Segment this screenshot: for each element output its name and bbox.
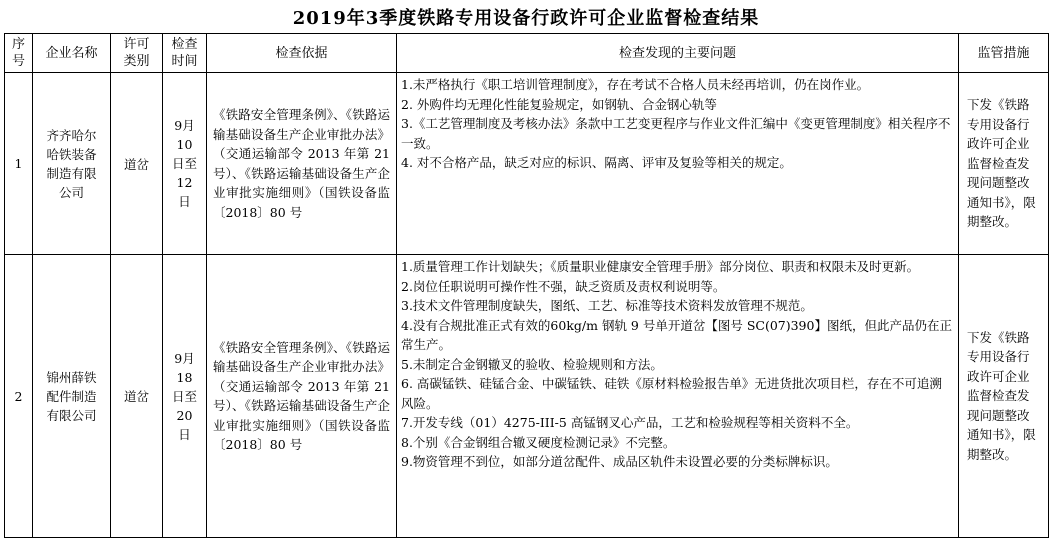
issue-item: 7.开发专线（01）4275-III-5 高锰钢叉心产品，工艺和检验规程等相关资料不全。 (401, 415, 859, 430)
row-basis: 《铁路安全管理条例》、《铁路运输基础设备生产企业审批办法》（交通运输部令 2013 年第 21 号）、《铁路运输基础设备生产企业审批实施细则》（国铁设备监〔2018〕80 号 (207, 73, 397, 255)
table-row (5, 73, 1049, 255)
issue-item: 1.质量管理工作计划缺失；《质量职业健康安全管理手册》部分岗位、职责和权限未及时更新。 (401, 259, 920, 274)
issue-item: 4.没有合规批准正式有效的60kg/m 钢轨 9 号单开道岔【图号 SC(07)390】图纸，但此产品仍在正常生产。 (401, 317, 952, 352)
page-title: 2019年3季度铁路专用设备行政许可企业监督检查结果 (292, 8, 760, 29)
issue-item: 2. 外购件均无理化性能复验规定，如钢轨、合金钢心轨等 (401, 96, 717, 112)
row-type: 道岔 (111, 255, 163, 538)
issue-item: 2.岗位任职说明可操作性不强，缺乏资质及责权利说明等。 (401, 278, 726, 294)
row-no: 1 (5, 73, 33, 255)
header-company: 企业名称 (33, 34, 111, 73)
row-issues (397, 73, 959, 255)
row-measures: 下发《铁路专用设备行政许可企业监督检查发现问题整改通知书》，限期整改。 (959, 255, 1049, 538)
header-basis: 检查依据 (207, 34, 397, 73)
row-time: 9月10日至12日 (163, 73, 207, 255)
header-no: 序号 (5, 34, 33, 73)
row-issues (397, 255, 959, 538)
row-basis: 《铁路安全管理条例》、《铁路运输基础设备生产企业审批办法》（交通运输部令 2013 年第 21 号）、《铁路运输基础设备生产企业审批实施细则》（国铁设备监〔2018〕80 号 (207, 255, 397, 538)
row-company: 齐齐哈尔哈铁装备制造有限公司 (33, 73, 111, 255)
row-type: 道岔 (111, 73, 163, 255)
issue-item: 1.未严格执行《职工培训管理制度》，存在考试不合格人员未经再培训，仍在岗作业。 (401, 77, 870, 92)
inspection-results-table (4, 33, 1049, 538)
header-measures: 监管措施 (959, 34, 1049, 73)
header-row (5, 34, 1049, 73)
row-measures: 下发《铁路专用设备行政许可企业监督检查发现问题整改通知书》，限期整改。 (959, 73, 1049, 255)
header-time: 检查时间 (163, 34, 207, 73)
issue-item: 3.《工艺管理制度及考核办法》条款中工艺变更程序与作业文件汇编中《变更管理制度》相关程序不一致。 (401, 116, 951, 151)
issue-item: 6. 高碳锰铁、硅锰合金、中碳锰铁、硅铁《原材料检验报告单》无进货批次项目栏，存在不可追溯风险。 (401, 376, 942, 411)
header-issues: 检查发现的主要问题 (397, 34, 959, 73)
table-row (5, 255, 1049, 538)
row-no: 2 (5, 255, 33, 538)
issue-item: 4. 对不合格产品，缺乏对应的标识、隔离、评审及复验等相关的规定。 (401, 155, 792, 170)
row-time: 9月18日至20日 (163, 255, 207, 538)
issue-item: 3.技术文件管理制度缺失，图纸、工艺、标准等技术资料发放管理不规范。 (401, 298, 813, 313)
header-type: 许可类别 (111, 34, 163, 73)
issue-item: 5.未制定合金钢辙叉的验收、检验规则和方法。 (401, 356, 663, 372)
issue-item: 9.物资管理不到位，如部分道岔配件、成品区轨件未设置必要的分类标牌标识。 (401, 454, 838, 469)
row-company: 锦州薛铁配件制造有限公司 (33, 255, 111, 538)
issue-item: 8.个别《合金钢组合辙叉硬度检测记录》不完整。 (401, 434, 676, 450)
